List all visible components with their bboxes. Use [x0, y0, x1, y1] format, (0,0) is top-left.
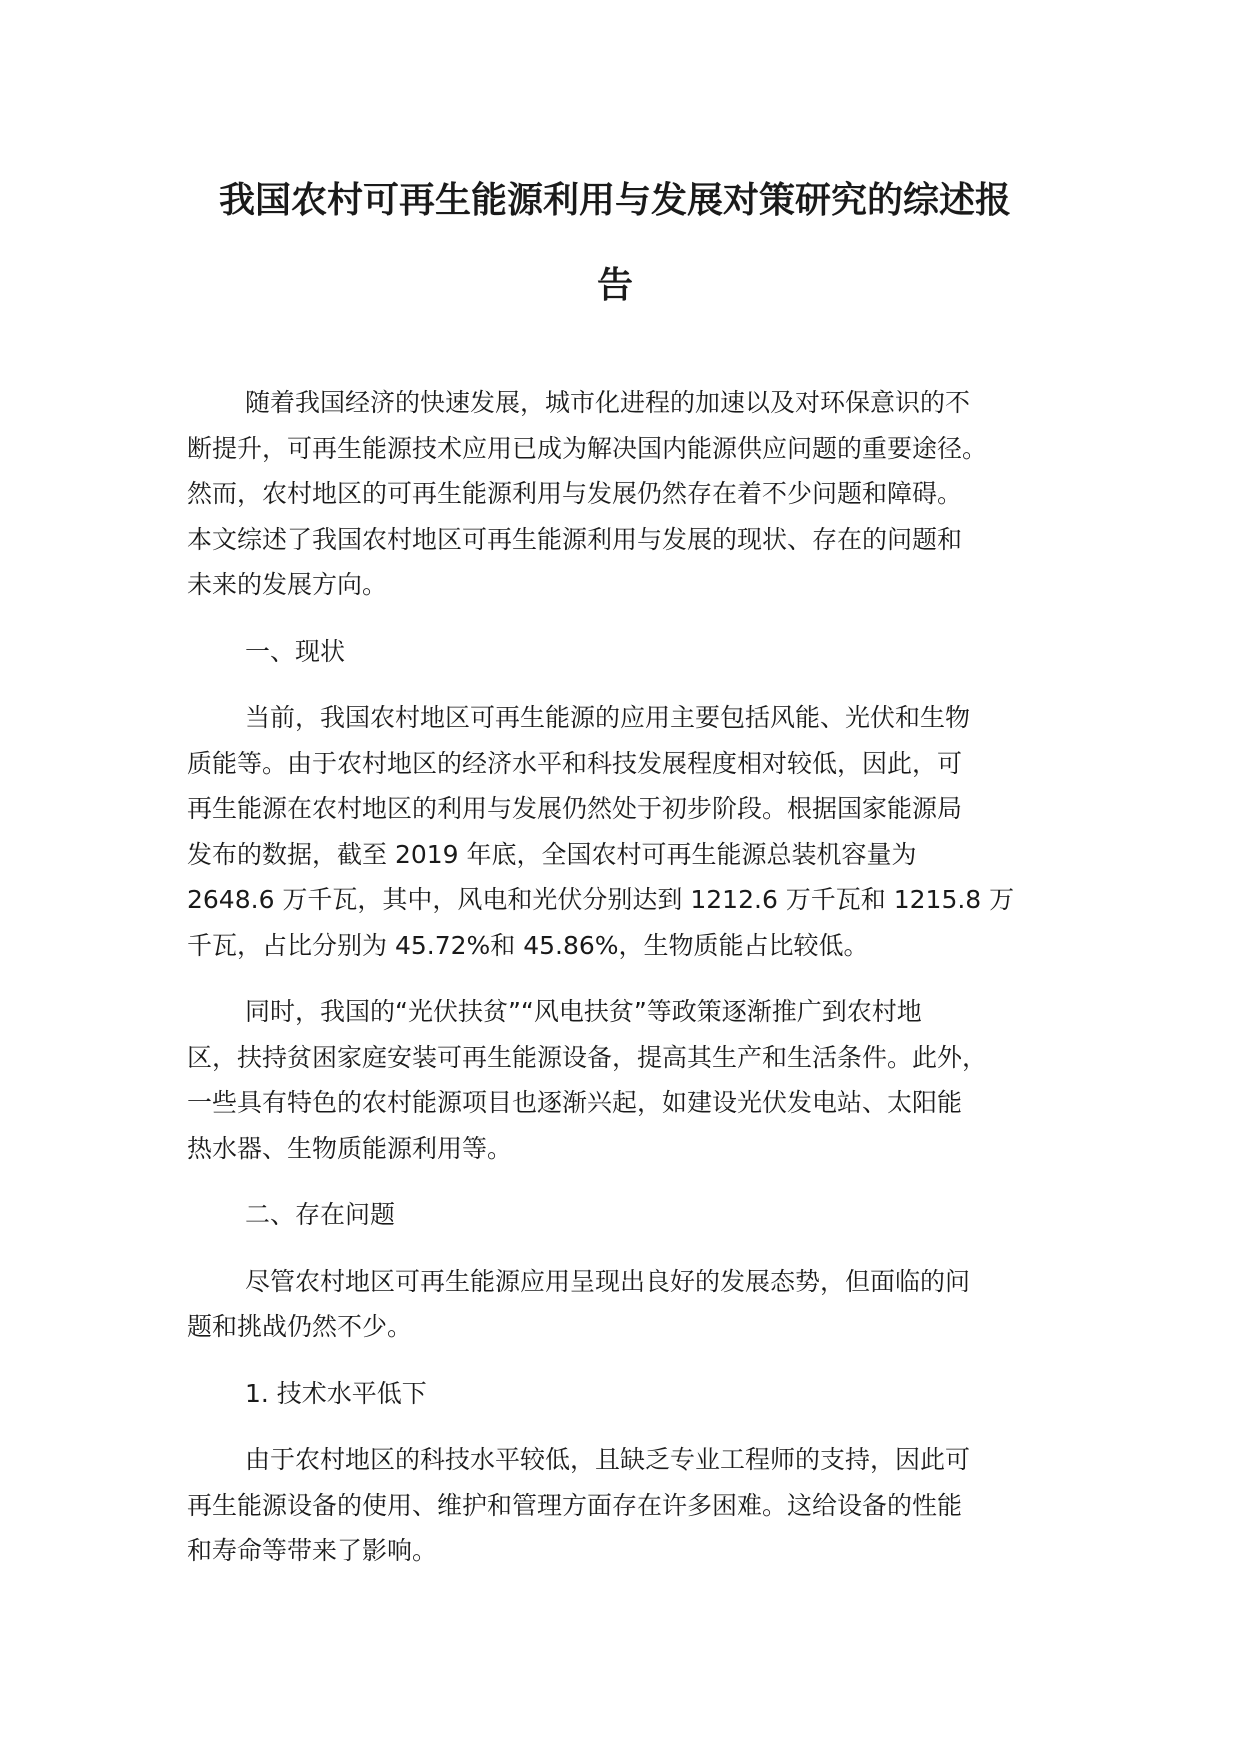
paragraph-line: 由于农村地区的科技水平较低，且缺乏专业工程师的支持，因此可 [245, 1445, 971, 1474]
paragraph-line: 发布的数据，截至 2019 年底，全国农村可再生能源总装机容量为 [187, 839, 917, 869]
subsection-heading-technology: 1. 技术水平低下 [245, 1378, 427, 1408]
paragraph-line: 尽管农村地区可再生能源应用呈现出良好的发展态势，但面临的问 [245, 1266, 971, 1296]
section-heading-status: 一、现状 [245, 636, 346, 666]
intro-paragraph [187, 380, 1087, 608]
paragraph-line: 当前，我国农村地区可再生能源的应用主要包括风能、光伏和生物 [245, 703, 971, 732]
paragraph-line: 质能等。由于农村地区的经济水平和科技发展程度相对较低，因此，可 [187, 748, 963, 778]
paragraph-line: 未来的发展方向。 [187, 570, 388, 599]
technology-paragraph [187, 1437, 1087, 1574]
status-paragraph-2 [187, 989, 1087, 1171]
document-title-line-1: 我国农村可再生能源利用与发展对策研究的综述报 [218, 180, 1011, 221]
paragraph-line: 随着我国经济的快速发展，城市化进程的加速以及对环保意识的不 [245, 388, 971, 417]
section-heading-problems: 二、存在问题 [245, 1200, 396, 1229]
paragraph-line: 2648.6 万千瓦，其中，风电和光伏分别达到 1212.6 万千瓦和 1215.8 万 [187, 885, 1015, 914]
paragraph-line: 一些具有特色的农村能源项目也逐渐兴起，如建设光伏发电站、太阳能 [187, 1088, 963, 1117]
paragraph-line: 和寿命等带来了影响。 [187, 1536, 438, 1565]
document-title-line-2: 告 [596, 265, 633, 306]
document-body [187, 380, 1087, 1574]
paragraph-line: 然而，农村地区的可再生能源利用与发展仍然存在着不少问题和障碍。 [187, 479, 963, 508]
paragraph-line: 同时，我国的“光伏扶贫”“风电扶贫”等政策逐渐推广到农村地 [245, 997, 922, 1026]
paragraph-line: 热水器、生物质能源利用等。 [187, 1133, 513, 1163]
status-paragraph-1 [187, 695, 1087, 968]
paragraph-line: 再生能源设备的使用、维护和管理方面存在许多困难。这给设备的性能 [187, 1490, 963, 1520]
problems-intro-paragraph [187, 1259, 1087, 1350]
paragraph-line: 本文综述了我国农村地区可再生能源利用与发展的现状、存在的问题和 [187, 524, 963, 554]
paragraph-line: 千瓦，占比分别为 45.72%和 45.86%，生物质能占比较低。 [187, 930, 869, 960]
paragraph-line: 断提升，可再生能源技术应用已成为解决国内能源供应问题的重要途径。 [187, 433, 988, 463]
paragraph-line: 题和挑战仍然不少。 [187, 1312, 413, 1341]
paragraph-line: 区，扶持贫困家庭安装可再生能源设备，提高其生产和生活条件。此外， [187, 1042, 988, 1072]
paragraph-line: 再生能源在农村地区的利用与发展仍然处于初步阶段。根据国家能源局 [187, 794, 963, 823]
